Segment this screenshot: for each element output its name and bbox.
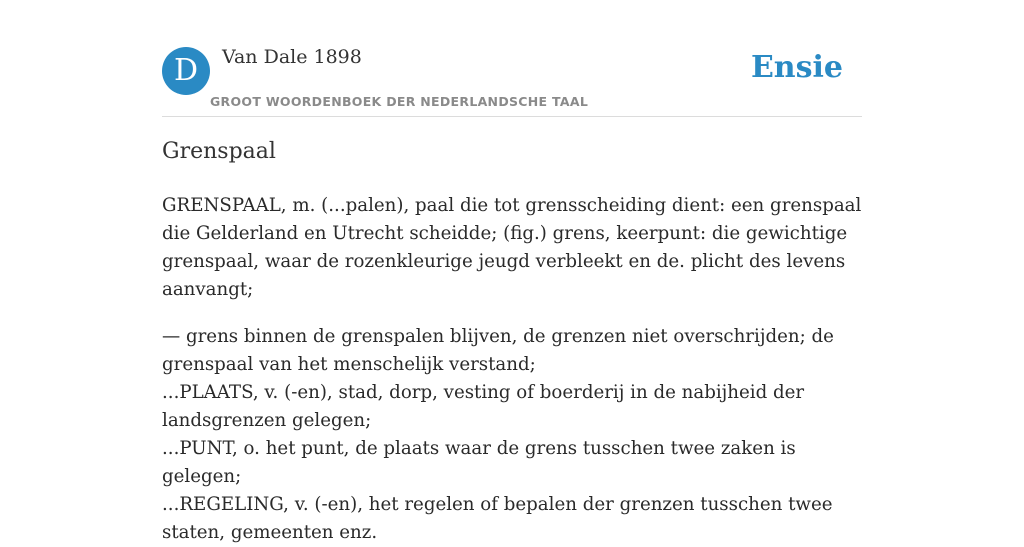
definition-body — [162, 192, 862, 547]
derivative-line: ...REGELING, v. (-en), het regelen of bepalen der grenzen tusschen twee staten, gemeenten enz. — [162, 494, 833, 543]
source-subtitle: GROOT WOORDENBOEK DER NEDERLANDSCHE TAAL — [210, 94, 589, 109]
source-title[interactable]: Van Dale 1898 — [222, 46, 362, 68]
source-header — [162, 0, 862, 117]
definition-paragraph: GRENSPAAL, m. (...palen), paal die tot grensscheiding dient: een grenspaal die Gelderland en Utrecht scheidde; (fig.) grens, keerpunt: die gewichtige grenspaal, waar de rozenkleurige jeugd verbleekt en de. plicht des levens aanvangt; — [162, 195, 862, 300]
brand-logo[interactable]: Ensie — [750, 50, 843, 85]
source-logo[interactable]: D — [162, 47, 210, 95]
derivative-line: — grens binnen de grenspalen blijven, de grenzen niet overschrijden; de grenspaal van het menschelijk verstand; — [162, 326, 834, 375]
definition-derivatives — [162, 323, 862, 547]
derivative-line: ...PLAATS, v. (-en), stad, dorp, vesting of boerderij in de nabijheid der landsgrenzen gelegen; — [162, 382, 805, 431]
headword-title: Grenspaal — [162, 139, 276, 164]
derivative-line: ...PUNT, o. het punt, de plaats waar de grens tusschen twee zaken is gelegen; — [162, 438, 796, 487]
dictionary-entry-card — [162, 0, 862, 543]
